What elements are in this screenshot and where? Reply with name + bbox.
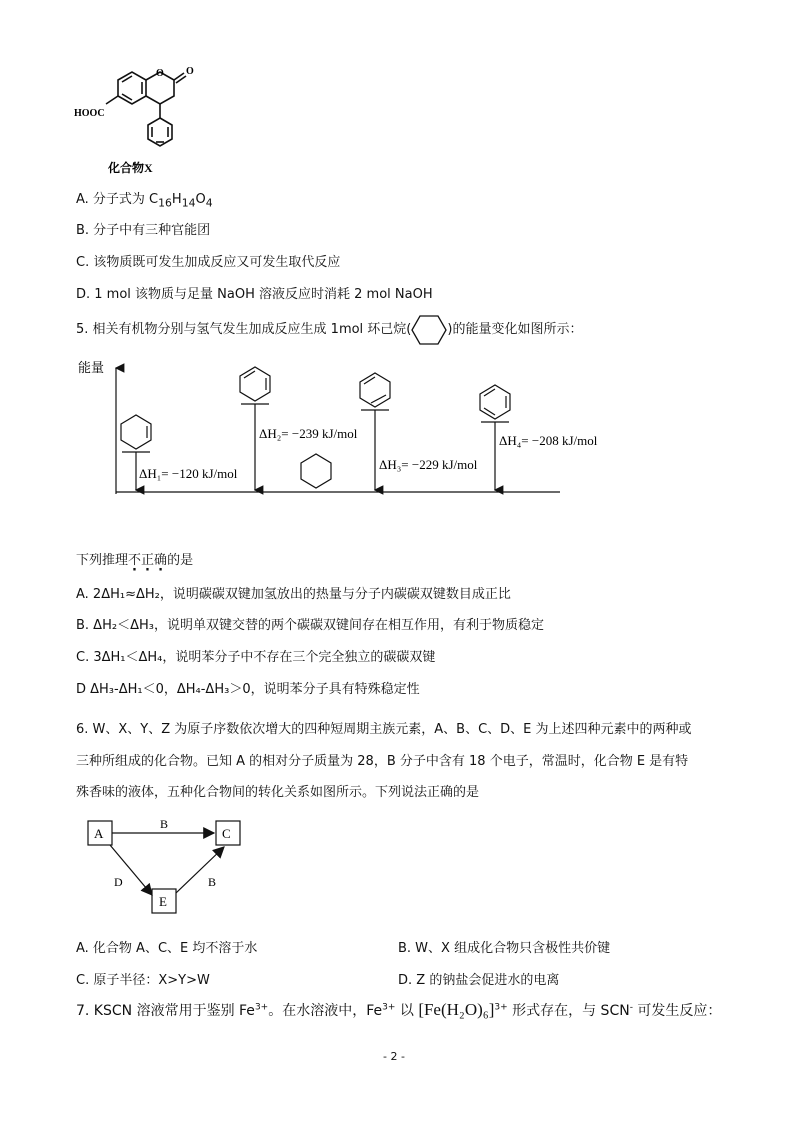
q5-stem: 5. 相关有机物分别与氢气发生加成反应生成 1mol 环己烷( )的能量变化如图所示： [76,318,582,337]
q6-stem-line3: 殊香味的液体，五种化合物间的转化关系如图所示。下列说法正确的是 [76,785,480,800]
q7-stem: 7. KSCN 溶液常用于鉴别 $Fe^{3+}$。在水溶液中，$Fe^{3+}$ 以 $[Fe(H_2O)_6]^{3+}$ 形式存在，与 SCN- 可发生反应： [76,1000,722,1019]
dh3-label: ΔH₃= −229 kJ/mol [379,457,478,472]
ring-oxygen-label: O [156,68,164,79]
q4-option-c: C. 该物质既可发生加成反应又可发生取代反应 [76,255,341,270]
q6-stem-line1: 6. W、X、Y、Z 为原子序数依次增大的四种短周期主族元素，A、B、C、D、E 为上述四种元素中的两种或 [76,722,692,737]
q5-option-a: A. 2ΔH₁≈ΔH₂，说明碳碳双键加氢放出的热量与分子内碳碳双键数目成正比 [76,587,511,602]
carbonyl-oxygen-label: O [186,66,194,77]
q6-option-c: C. 原子半径：X>Y>W [76,973,210,988]
q6-option-b: B. W、X 组成化合物只含极性共价键 [398,941,611,956]
dh2-label: ΔH₂= −239 kJ/mol [259,426,358,441]
q5-prompt: 下列推理不正确的是 [76,553,194,568]
q6-option-a: A. 化合物 A、C、E 均不溶于水 [76,941,258,956]
q5-option-b: B. ΔH₂＜ΔH₃，说明单双键交替的两个碳碳双键间存在相互作用，有利于物质稳定 [76,618,544,633]
conversion-diagram [80,815,260,920]
q4-option-d: D. 1 mol 该物质与足量 NaOH 溶液反应时消耗 2 mol NaOH [76,287,433,302]
node-a-label: A [94,826,104,841]
q4-option-b: B. 分子中有三种官能团 [76,223,211,238]
q6-stem-line2: 三种所组成的化合物。已知 A 的相对分子质量为 28，B 分子中含有 18 个电子，常温时，化合物 E 是有特 [76,754,689,769]
arrow-b-top-label: B [160,817,169,831]
arrow-d-label: D [114,875,123,889]
q5-option-d: D ΔH₃-ΔH₁＜0，ΔH₄-ΔH₃＞0，说明苯分子具有特殊稳定性 [76,682,420,697]
node-c-label: C [222,826,231,841]
arrow-b-right-label: B [208,875,217,889]
dh4-label: ΔH₄= −208 kJ/mol [499,433,598,448]
energy-diagram [70,352,598,502]
page-number: - 2 - [383,1050,405,1063]
compound-x-caption: 化合物X [108,161,153,175]
node-e-label: E [159,894,167,909]
q4-option-a: A. 分子式为 $C_{16}H_{14}O_4$ [76,192,213,210]
q6-option-d: D. Z 的钠盐会促进水的电离 [398,973,560,988]
y-axis-label: 能量 [78,360,105,375]
cyclohexane-icon [411,312,447,348]
dh1-label: ΔH₁= −120 kJ/mol [139,466,238,481]
compound-x-structure [70,18,220,178]
cooh-label: HOOC [74,108,105,119]
q5-option-c: C. 3ΔH₁＜ΔH₄，说明苯分子中不存在三个完全独立的碳碳双键 [76,650,436,665]
